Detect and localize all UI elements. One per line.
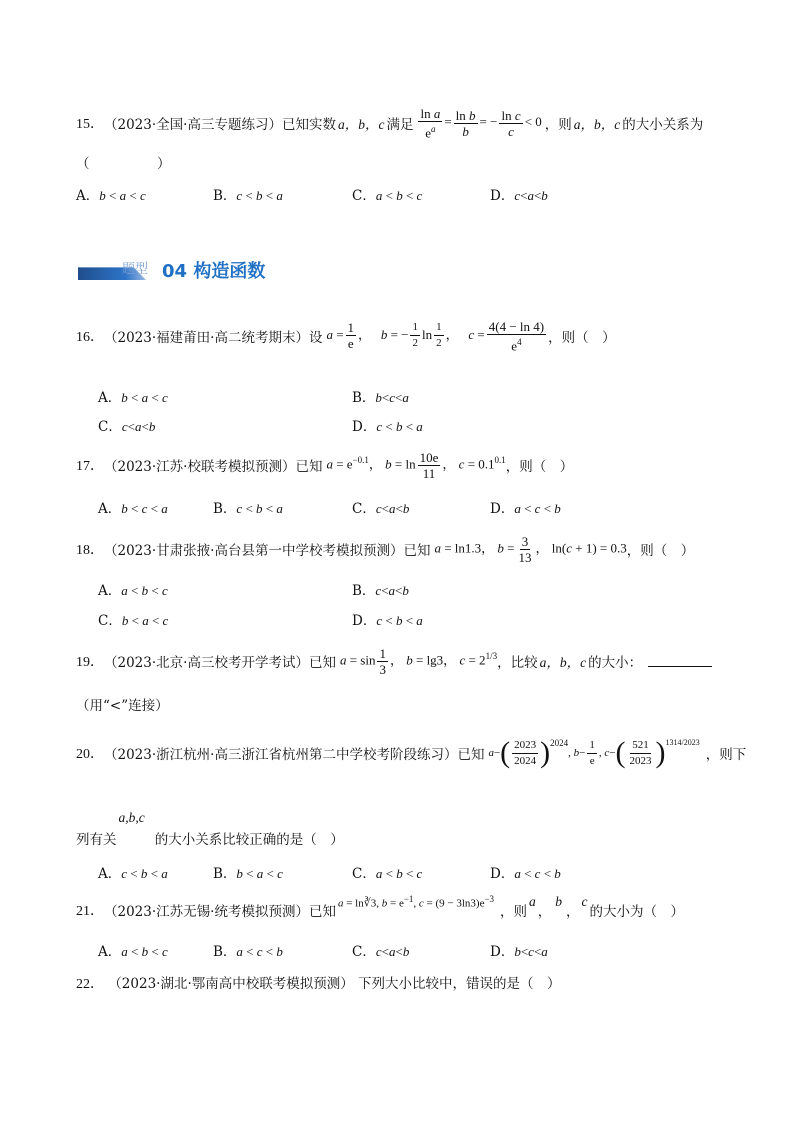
q17-stem: 17． （2023·江苏·校联考模拟预测） 已知 $a = e^{-0.1}$， b = ln $\frac{10e}{11}$ ， $c = 0.1^{0.1}$ ，则（ ）: [76, 449, 574, 481]
q20-line2: 列有关 a,b,c 的大小关系比较正确的是（ ）: [76, 810, 344, 848]
q17-option-a[interactable]: A．b < c < a: [98, 501, 168, 517]
q20-stem: 20． （2023·浙江杭州·高三浙江省杭州第二中学校考阶段练习） 已知 a − ( $\frac{2023}{2024}$ ) 2024 , b − $\frac{1}{e}$ , c − ( $\frac{521}{2023}$ ) 1314/2023 ，则下: [76, 736, 747, 769]
math-definitions: a = $\frac{1}{e}$ ， b = − $\frac{1}{2}$ ln $\frac{1}{2}$ ， c = $\frac{4(4 - \ln 4)}{e^4}$: [326, 318, 545, 354]
q18-option-d[interactable]: D．c < b < a: [352, 613, 423, 629]
math-definitions: a = sin $\frac{1}{3}$ ， b = lg3， $c = 2^{1/3}$: [339, 645, 498, 677]
q21-option-a[interactable]: A．a < b < c: [98, 944, 168, 960]
q16-option-b[interactable]: B．b<c<a: [352, 390, 409, 406]
q16-option-a[interactable]: A．b < a < c: [98, 390, 168, 406]
q18-option-a[interactable]: A．a < b < c: [98, 583, 168, 599]
q21-option-c[interactable]: C．c<a<b: [352, 944, 410, 960]
q18-stem: 18． （2023·甘肃张掖·高台县第一中学校考模拟预测） 已知 a = ln1.3， b = $\frac{3}{13}$ ， ln(c + 1) = 0.3 ，则（ ）: [76, 533, 695, 565]
section-title: 04 构造函数: [162, 261, 266, 282]
q20-option-c[interactable]: C．a < b < c: [352, 866, 423, 882]
section-badge-label: 题型: [122, 262, 149, 277]
q15-stem: 15． （2023·全国·高三专题练习） 已知实数 a，b，c 满足 $\frac{\text{ln a}}{e^a}$ = $\frac{\text{ln b}}{b}$ = − $\frac{\text{ln c}}{c}$ < 0 ，则 a，b，c 的大小关系为: [76, 105, 704, 141]
section-header: [78, 258, 265, 282]
vars: a，b，c: [337, 117, 385, 132]
q19-note: （用“<”连接）: [76, 698, 169, 714]
math-definitions: a = ln1.3， b = $\frac{3}{13}$ ， ln(c + 1) = 0.3: [434, 533, 627, 565]
q22-stem: 22． （2023·湖北·鄂南高中校联考模拟预测） 下列大小比较中，错误的是（ ）: [76, 976, 561, 992]
q20-option-a[interactable]: A．c < b < a: [98, 866, 168, 882]
q20-option-d[interactable]: D．a < c < b: [490, 866, 561, 882]
math-definitions: $a = e^{-0.1}$， b = ln $\frac{10e}{11}$ ， $c = 0.1^{0.1}$: [326, 449, 506, 481]
q16-stem: 16． （2023·福建莆田·高二统考期末） 设 a = $\frac{1}{e}$ ， b = − $\frac{1}{2}$ ln $\frac{1}{2}$ ， c = $\frac{4(4 - \ln 4)}{e^4}$ ，则（ ）: [76, 318, 616, 354]
question-source: （2023·全国·高三专题练习）: [104, 117, 282, 133]
q16-option-c[interactable]: C．c<a<b: [98, 419, 156, 435]
q15-option-c[interactable]: C．a < b < c: [352, 188, 423, 204]
answer-blank[interactable]: [648, 656, 712, 667]
math-definitions: a = ln∛3, $b = e^{-1}$, $c = (9 - 3\ln 3)e^{-3}$: [337, 894, 495, 910]
q15-option-d[interactable]: D．c<a<b: [490, 188, 548, 204]
math-definitions: a − ( $\frac{2023}{2024}$ ) 2024 , b − $\frac{1}{e}$ , c − ( $\frac{521}{2023}$ ) 1314/2023: [488, 736, 700, 769]
q15-paren: （ ）: [76, 156, 171, 172]
q17-option-c[interactable]: C．c<a<b: [352, 501, 410, 517]
q16-option-d[interactable]: D．c < b < a: [352, 419, 423, 435]
q21-stem: 21． （2023·江苏无锡·统考模拟预测） 已知 a = ln∛3, $b = e^{-1}$, $c = (9 - 3\ln 3)e^{-3}$ ，则 a ， b ， c 的大小为（ ）: [76, 894, 685, 920]
q17-option-d[interactable]: D．a < c < b: [490, 501, 561, 517]
q20-option-b[interactable]: B．b < a < c: [213, 866, 283, 882]
q21-option-b[interactable]: B．a < c < b: [213, 944, 283, 960]
question-number: 15．: [76, 117, 104, 132]
q15-option-b[interactable]: B．c < b < a: [213, 188, 283, 204]
math-condition: $\frac{\text{ln a}}{e^a}$ = $\frac{\text{ln b}}{b}$ = − $\frac{\text{ln c}}{c}$ < 0: [420, 105, 542, 141]
q15-option-a[interactable]: A．b < a < c: [76, 188, 146, 204]
q19-stem: 19． （2023·北京·高三校考开学考试） 已知 a = sin $\frac{1}{3}$ ， b = lg3， $c = 2^{1/3}$ ，比较 a，b，c 的大小：: [76, 642, 712, 680]
q17-option-b[interactable]: B．c < b < a: [213, 501, 283, 517]
q18-option-c[interactable]: C．b < a < c: [98, 613, 169, 629]
q18-option-b[interactable]: B．c<a<b: [352, 583, 409, 599]
q21-option-d[interactable]: D．b<c<a: [490, 944, 548, 960]
